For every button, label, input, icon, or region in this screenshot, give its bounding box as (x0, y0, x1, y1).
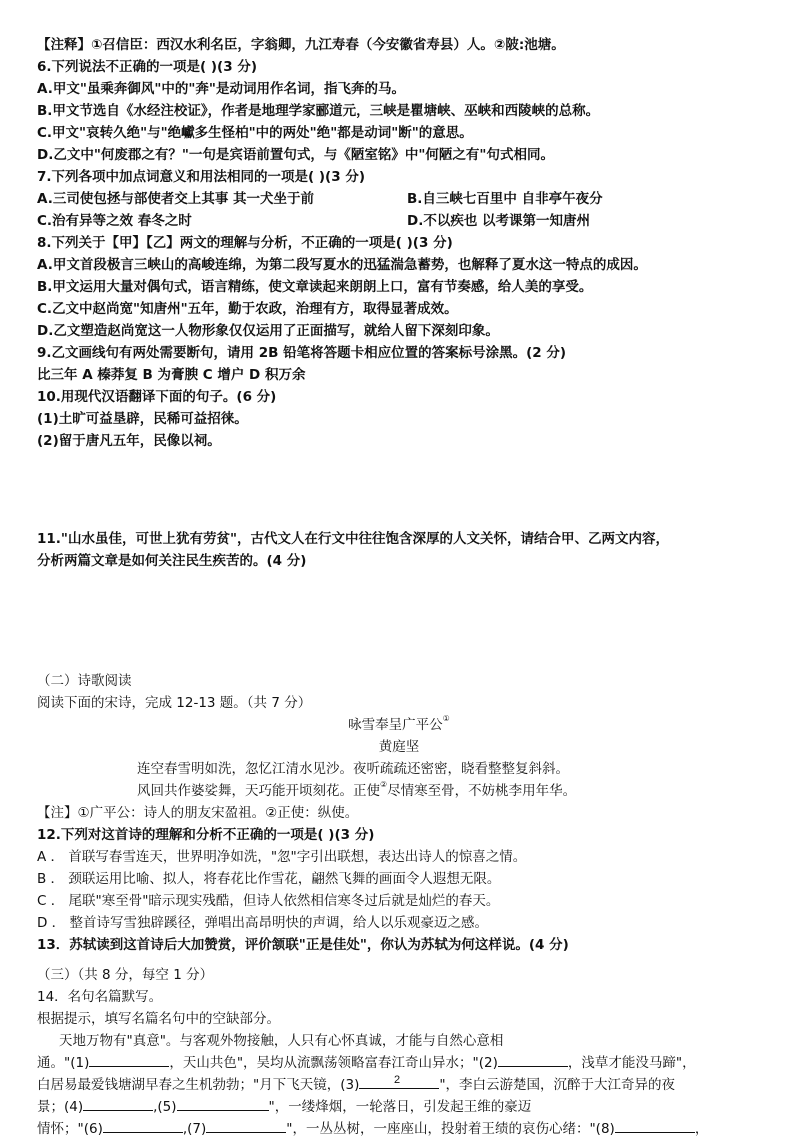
poem-line-2-part-2: 尽情寒至骨，不妨桃李用年华。 (387, 783, 577, 799)
poem-note: 【注】①广平公：诗人的朋友宋盈祖。②正使：纵使。 (37, 805, 359, 821)
fill-blank-4[interactable] (83, 1096, 153, 1111)
question-12-option-d: D ． 整首诗写雪独辟蹊径，弹唱出高昂明快的声调，给人以乐观豪迈之感。 (37, 915, 488, 931)
question-9-stem: 9.乙文画线句有两处需要断句，请用 2B 铅笔将答题卡相应位置的答案标号涂黑。(2 分) (37, 345, 567, 361)
question-14-instruction: 根据提示，填写名篇名句中的空缺部分。 (37, 1011, 280, 1027)
page-number: 2 (393, 1074, 401, 1086)
question-9-sentence: 比三年 A 榛莽复 B 为膏腴 C 增户 D 积万余 (37, 367, 306, 383)
poem-title-text: 咏雪奉呈广平公 (348, 717, 443, 733)
question-6-option-a: A.甲文"虽乘奔御风"中的"奔"是动词用作名词，指飞奔的马。 (37, 81, 405, 97)
fill-text: "，一丛丛树，一座座山，投射着王绩的哀伤心绪："(8) (286, 1121, 615, 1137)
question-6-option-c: C.甲文"哀转久绝"与"绝巘多生怪柏"中的两处"绝"都是动词"断"的意思。 (37, 125, 473, 141)
question-6-option-b: B.甲文节选自《水经注校证》，作者是地理学家郦道元，三峡是瞿塘峡、巫峡和西陵峡的总称。 (37, 103, 600, 119)
fill-text: 景；(4) (37, 1099, 84, 1115)
question-8-option-b: B.甲文运用大量对偶句式，语言精练，使文章读起来朗朗上口，富有节奏感，给人美的享受。 (37, 279, 593, 295)
poem-line-2 (37, 780, 761, 802)
question-6-option-d: D.乙文中"何废郡之有？"一句是宾语前置句式，与《陋室铭》中"何陋之有"句式相同。 (37, 147, 554, 163)
fill-text: ， (694, 1121, 709, 1137)
fill-blank-5[interactable] (177, 1096, 269, 1111)
question-14-paragraph-line-4 (37, 1096, 761, 1118)
question-7-stem: 7.下列各项中加点词意义和用法相同的一项是( )(3 分) (37, 169, 365, 185)
fill-text: ，天山共色"，吴均从流飘荡领略富春江奇山异水；"(2) (169, 1055, 498, 1071)
question-7-row-2 (37, 210, 761, 232)
fill-text: 情怀；"(6) (37, 1121, 103, 1137)
question-10-stem: 10.用现代汉语翻译下面的句子。(6 分) (37, 389, 277, 405)
fill-blank-8[interactable] (615, 1118, 695, 1133)
fill-text: ,(7) (182, 1121, 207, 1137)
question-8-stem: 8.下列关于【甲】【乙】两文的理解与分析，不正确的一项是( )(3 分) (37, 235, 453, 251)
fill-blank-1[interactable] (89, 1052, 169, 1067)
poem-line-2-part-1: 风回共作婆娑舞，天巧能开顷刻花。正使 (137, 783, 380, 799)
question-10-sentence-2: (2)留于唐凡五年，民像以祠。 (37, 433, 221, 449)
question-7-option-c: C.治有异等之效 春冬之时 (37, 213, 192, 229)
answer-space (37, 452, 761, 528)
poem-title (37, 714, 761, 736)
section-2-heading: （二）诗歌阅读 (37, 673, 132, 689)
question-13-stem: 13．苏轼读到这首诗后大加赞赏，评价颔联"正是佳处"，你认为苏轼为何这样说。(4 分) (37, 937, 569, 953)
question-8-option-a: A.甲文首段极言三峡山的高峻连绵，为第二段写夏水的迅猛湍急蓄势，也解释了夏水这一特点的成因。 (37, 257, 647, 273)
answer-space (37, 648, 761, 670)
section-2-instruction: 阅读下面的宋诗，完成 12-13 题。（共 7 分） (37, 695, 312, 711)
question-14-paragraph-line-2 (37, 1052, 761, 1074)
question-7-option-b: B.自三峡七百里中 自非亭午夜分 (407, 191, 603, 207)
fill-text: ，浅草才能没马蹄"， (567, 1055, 696, 1071)
question-12-option-b: B ． 颈联运用比喻、拟人，将春花比作雪花，翩然飞舞的画面令人遐想无限。 (37, 871, 501, 887)
question-14-stem: 14．名句名篇默写。 (37, 989, 163, 1005)
question-8-option-c: C.乙文中赵尚宽"知唐州"五年，勤于农政，治理有方，取得显著成效。 (37, 301, 458, 317)
question-10-sentence-1: (1)土旷可益垦辟，民稀可益招徕。 (37, 411, 248, 427)
question-11-line-2: 分析两篇文章是如何关注民生疾苦的。(4 分) (37, 553, 307, 569)
question-11-line-1: 11."山水虽佳，可世上犹有劳贫"，古代文人在行文中往往饱含深厚的人文关怀，请结合甲、乙两文内容， (37, 531, 669, 547)
fill-text: "，一缕烽烟，一轮落日，引发起王维的豪迈 (268, 1099, 532, 1115)
question-7-option-d: D.不以疾也 以考课第一知唐州 (407, 213, 591, 229)
poem-line-2-footnote-mark: ② (380, 780, 388, 789)
fill-blank-2[interactable] (498, 1052, 568, 1067)
fill-text: 通。"(1) (37, 1055, 90, 1071)
answer-space (37, 572, 761, 648)
fill-text: 白居易最爱钱塘湖早春之生机勃勃；"月下飞天镜，(3) (37, 1077, 360, 1093)
exam-page (37, 34, 761, 1140)
fill-blank-6[interactable] (103, 1118, 183, 1133)
fill-text: ,(5) (153, 1099, 177, 1115)
poem-line-1: 连空春雪明如洗，忽忆江清水见沙。夜听疏疏还密密，晓看整整复斜斜。 (137, 761, 569, 777)
question-7-row-1 (37, 188, 761, 210)
fill-blank-7[interactable] (206, 1118, 286, 1133)
question-14-paragraph-line-1: 天地万物有"真意"。与客观外物接触，人只有心怀真诚，才能与自然心意相 (59, 1033, 504, 1049)
question-12-option-a: A ． 首联写春雪连天，世界明净如洗，"忽"字引出联想，表达出诗人的惊喜之情。 (37, 849, 527, 865)
question-14-paragraph-line-5 (37, 1118, 761, 1140)
section-3-heading: （三）（共 8 分，每空 1 分） (37, 967, 214, 983)
question-6-stem: 6.下列说法不正确的一项是( )(3 分) (37, 59, 257, 75)
fill-text: "，李白云游楚国，沉醉于大江奇异的夜 (439, 1077, 676, 1093)
question-12-option-c: C ． 尾联"寒至骨"暗示现实残酷，但诗人依然相信寒冬过后就是灿烂的春天。 (37, 893, 500, 909)
question-7-option-a: A.三司使包拯与部使者交上其事 其一犬坐于前 (37, 191, 315, 207)
poem-title-footnote-mark: ① (442, 714, 450, 723)
question-8-option-d: D.乙文塑造赵尚宽这一人物形象仅仅运用了正面描写，就给人留下深刻印象。 (37, 323, 499, 339)
annotation-note: 【注释】①召信臣：西汉水利名臣，字翁卿，九江寿春（今安徽省寿县）人。②陂:池塘。 (37, 37, 565, 53)
poem-author: 黄庭坚 (378, 739, 420, 755)
question-12-stem: 12.下列对这首诗的理解和分析不正确的一项是( )(3 分) (37, 827, 375, 843)
